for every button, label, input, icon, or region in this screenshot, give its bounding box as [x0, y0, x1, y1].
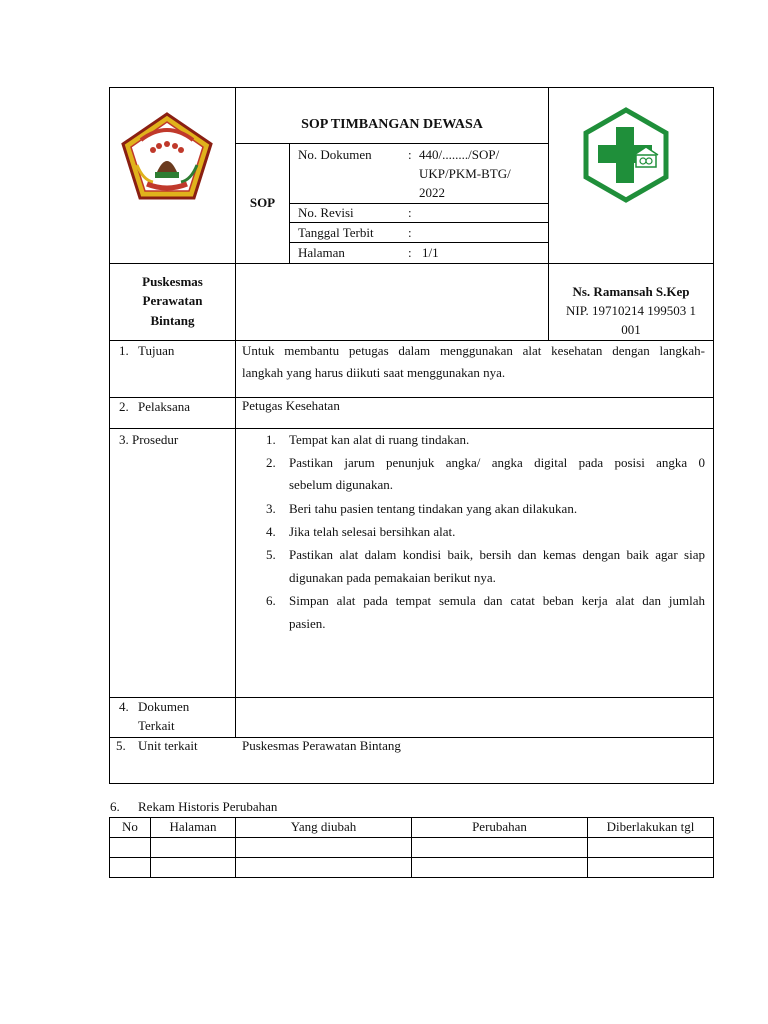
unit-number: 5. [116, 738, 126, 753]
dokumen-label-line-2: Terkait [138, 718, 175, 733]
tujuan-text-line-1: Untuk membantu petugas dalam menggunakan alat kesehatan dengan langkah- [242, 343, 705, 358]
history-title: Rekam Historis Perubahan [138, 799, 278, 814]
step-number: 3. [266, 501, 276, 516]
step-text-line-1: Beri tahu pasien tentang tindakan yang akan dilakukan. [289, 501, 578, 516]
signer-nip-line-1: NIP. 19710214 199503 1 [565, 303, 696, 318]
history-col-diberlakukan: Diberlakukan tgl [606, 819, 695, 834]
unit-label: Unit terkait [138, 738, 198, 753]
tujuan-number: 1. [119, 343, 129, 358]
doc-no-value: 440/......../SOP/ [419, 147, 500, 162]
pelaksana-number: 2. [119, 399, 129, 414]
regency-emblem-logo [119, 110, 215, 202]
step-text-line-2: sebelum digunakan. [289, 477, 393, 492]
org-name-line-2: Perawatan [142, 293, 203, 308]
doc-no-value-2: UKP/PKM-BTG/ [419, 166, 511, 181]
tanggal-label: Tanggal Terbit [298, 225, 374, 240]
document-title: SOP TIMBANGAN DEWASA [301, 117, 483, 132]
signer-nip-line-2: 001 [621, 322, 641, 337]
step-text-line-1: Simpan alat pada tempat semula dan catat beban kerja alat dan jumlah [289, 593, 705, 608]
step-text-line-2: digunakan pada pemakaian berikut nya. [289, 570, 496, 585]
pelaksana-label: Pelaksana [138, 399, 190, 414]
step-number: 1. [266, 432, 276, 447]
step-text-line-1: Jika telah selesai bersihkan alat. [289, 524, 456, 539]
history-number: 6. [110, 799, 120, 814]
history-col-yang-diubah: Yang diubah [290, 819, 357, 834]
tanggal-colon: : [408, 225, 412, 240]
halaman-value: 1/1 [422, 245, 439, 260]
doc-no-label: No. Dokumen [298, 147, 372, 162]
step-number: 5. [266, 547, 276, 562]
unit-text: Puskesmas Perawatan Bintang [242, 738, 401, 753]
history-col-perubahan: Perubahan [472, 819, 527, 834]
dokumen-number: 4. [119, 699, 129, 714]
pelaksana-text: Petugas Kesehatan [242, 398, 340, 413]
step-text-line-2: pasien. [289, 616, 326, 631]
step-number: 4. [266, 524, 276, 539]
prosedur-label: 3. Prosedur [119, 432, 179, 447]
revisi-label: No. Revisi [298, 205, 354, 220]
step-number: 2. [266, 455, 276, 470]
step-number: 6. [266, 593, 276, 608]
history-col-halaman: Halaman [169, 819, 217, 834]
signer-name: Ns. Ramansah S.Kep [572, 284, 690, 299]
step-text-line-1: Pastikan alat dalam kondisi baik, bersih dan kemas dengan baik agar siap [289, 547, 705, 562]
puskesmas-cross-logo [582, 107, 670, 203]
halaman-colon: : [408, 245, 412, 260]
dokumen-label-line-1: Dokumen [138, 699, 190, 714]
tujuan-text-line-2: langkah yang harus diikuti saat menggunakan nya. [242, 365, 506, 380]
step-text-line-1: Pastikan jarum penunjuk angka/ angka digital pada posisi angka 0 [289, 455, 705, 470]
doc-no-colon: : [408, 147, 412, 162]
tujuan-label: Tujuan [138, 343, 175, 358]
doc-no-value-3: 2022 [419, 185, 445, 200]
org-name-line-3: Bintang [150, 313, 195, 328]
revisi-colon: : [408, 205, 412, 220]
halaman-label: Halaman [298, 245, 345, 260]
org-name-line-1: Puskesmas [142, 274, 203, 289]
history-col-no: No [122, 819, 138, 834]
sop-label: SOP [249, 195, 276, 210]
step-text-line-1: Tempat kan alat di ruang tindakan. [289, 432, 470, 447]
